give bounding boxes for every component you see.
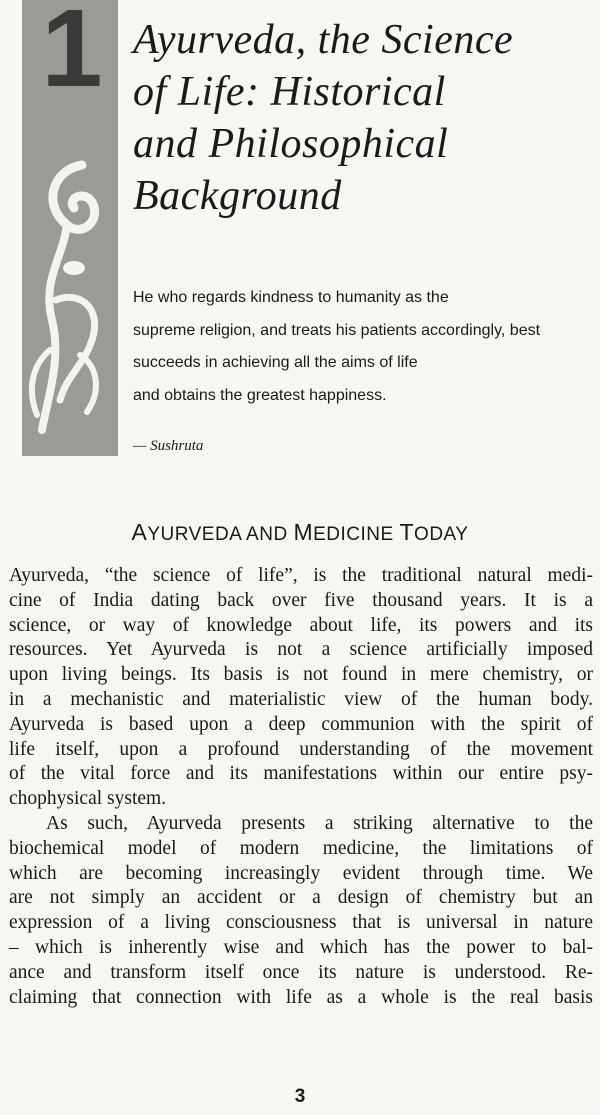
body-line: of the vital force and its manifestations within our entire psy- xyxy=(9,763,593,785)
body-line: in a mechanistic and materialistic view of the human body. xyxy=(9,688,593,710)
body-line: ance and transform itself once its nature is understood. Re- xyxy=(9,961,593,983)
body-line: – which is inherently wise and which has the power to bal- xyxy=(9,936,593,958)
body-line: cine of India dating back over five thousand years. It is a xyxy=(9,589,593,611)
body-line: Ayurveda is based upon a deep communion with the spirit of xyxy=(9,713,593,735)
epigraph-line: succeeds in achieving all the aims of life xyxy=(133,354,418,371)
chapter-title xyxy=(133,14,583,222)
title-line: Ayurveda, the Science xyxy=(133,17,514,63)
epigraph-line: supreme religion, and treats his patients accordingly, best xyxy=(133,321,541,339)
body-line: As such, Ayurveda presents a striking alternative to the xyxy=(46,812,593,834)
body-line: Ayurveda, “the science of life”, is the traditional natural medi- xyxy=(9,565,593,586)
body-line: biochemical model of modern medicine, the limitations of xyxy=(9,837,593,859)
body-line: science, or way of knowledge about life, its powers and its xyxy=(9,614,593,636)
page-number: 3 xyxy=(294,1086,306,1107)
title-line: of Life: Historical xyxy=(133,69,446,115)
title-line: Background xyxy=(133,173,342,219)
epigraph-line: and obtains the greatest happiness. xyxy=(133,386,387,404)
body-line: claiming that connection with life as a whole is the real basis xyxy=(9,986,593,1008)
section-heading: AYURVEDA AND MEDICINE TODAY xyxy=(131,519,469,545)
body-line: resources. Yet Ayurveda is not a science artificially imposed xyxy=(9,639,593,661)
title-line: and Philosophical xyxy=(133,121,449,167)
body-line: which are becoming increasingly evident through time. We xyxy=(9,862,593,884)
floral-ornament-icon xyxy=(22,150,118,450)
body-line: life itself, upon a profound understanding of the movement xyxy=(9,738,593,760)
chapter-number: 1 xyxy=(41,0,103,110)
body-line: chophysical system. xyxy=(9,788,167,810)
body-line: expression of a living consciousness that is universal in nature xyxy=(9,912,593,934)
body-text xyxy=(9,564,593,1010)
body-line: upon living beings. Its basis is not found in mere chemistry, or xyxy=(9,664,593,686)
epigraph-line: He who regards kindness to humanity as the xyxy=(133,289,449,306)
epigraph-quote xyxy=(133,282,593,412)
epigraph-attribution: — Sushruta xyxy=(133,438,204,454)
body-line: are not simply an accident or a design of chemistry but an xyxy=(9,887,593,909)
